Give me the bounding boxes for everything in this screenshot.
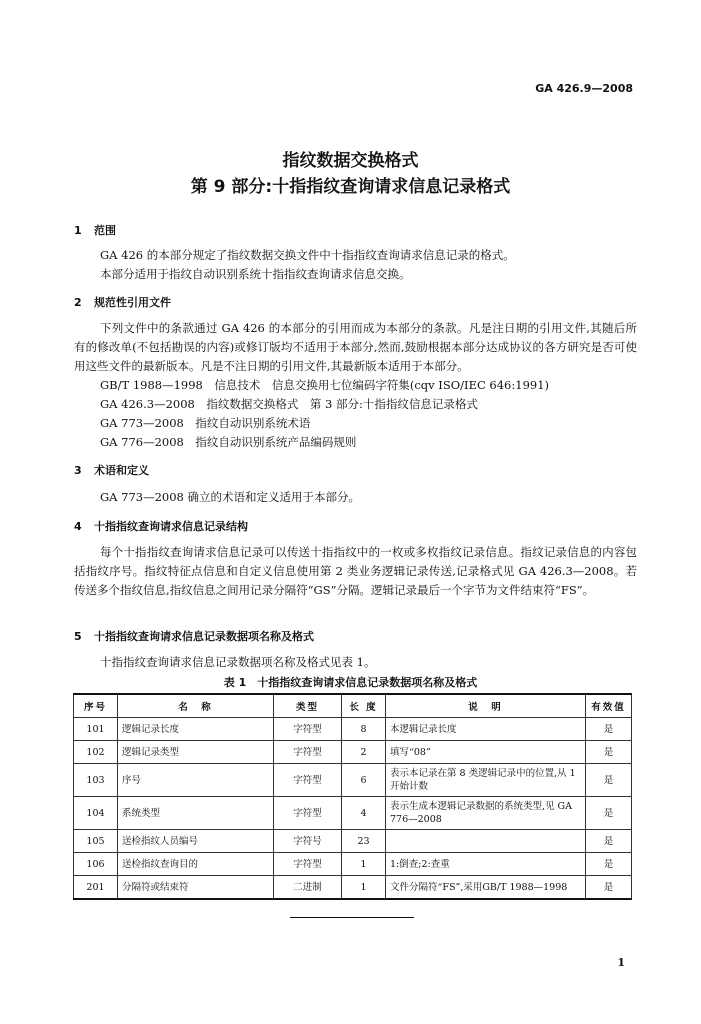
table-cell: 二进制: [274, 876, 342, 900]
table-cell: 106: [74, 853, 118, 876]
table-cell: 105: [74, 830, 118, 853]
table-cell: 字符型: [274, 741, 342, 764]
table-cell: 分隔符或结束符: [118, 876, 274, 900]
table-cell: 字符号: [274, 830, 342, 853]
table-cell: 101: [74, 718, 118, 741]
table-cell: 2: [342, 741, 386, 764]
table-row: [74, 741, 632, 764]
data-items-table: [73, 693, 632, 900]
table-cell: 6: [342, 764, 386, 797]
table-cell: 1: [342, 876, 386, 900]
column-header: 说 明: [386, 694, 586, 718]
section-3-heading: 3 术语和定义: [74, 464, 149, 477]
table-caption: 表 1 十指指纹查询请求信息记录数据项名称及格式: [223, 676, 478, 689]
table-cell: 系统类型: [118, 797, 274, 830]
table-cell: 是: [586, 764, 632, 797]
footer-divider: [290, 917, 414, 918]
table-header-row: [74, 694, 632, 718]
reference-3: GA 773—2008 指纹自动识别系统术语: [100, 416, 311, 430]
section-5-heading: 5 十指指纹查询请求信息记录数据项名称及格式: [74, 630, 314, 643]
table-cell: 104: [74, 797, 118, 830]
section-5-para: 十指指纹查询请求信息记录数据项名称及格式见表 1。: [100, 655, 376, 669]
section-1-para-1: GA 426 的本部分规定了指纹数据交换文件中十指指纹查询请求信息记录的格式。: [100, 248, 515, 262]
column-header: 长 度: [342, 694, 386, 718]
table-row: [74, 764, 632, 797]
table-cell: 字符型: [274, 853, 342, 876]
table-row: [74, 853, 632, 876]
page-number: 1: [617, 956, 625, 969]
reference-2: GA 426.3—2008 指纹数据交换格式 第 3 部分:十指指纹信息记录格式: [100, 397, 478, 411]
section-2-intro: 下列文件中的条款通过 GA 426 的本部分的引用而成为本部分的条款。凡是注日期的引用文件,其随后所有的修改单(不包括勘误的内容)或修订版均不适用于本部分,然而,鼓励根据本部分达成协议的各方研究是否可使用这些文件的最新版本。凡是不注日期的引用文件,其最新版本适用于本部分。: [74, 321, 637, 373]
table-cell: 表示生成本逻辑记录数据的系统类型,见 GA 776—2008: [386, 797, 586, 830]
table-cell: 8: [342, 718, 386, 741]
column-header: 名 称: [118, 694, 274, 718]
column-header: 序号: [74, 694, 118, 718]
section-1-heading: 1 范围: [74, 224, 116, 237]
table-cell: 序号: [118, 764, 274, 797]
title-line-2: 第 9 部分:十指指纹查询请求信息记录格式: [190, 177, 511, 197]
table-cell: 1: [342, 853, 386, 876]
table-row: [74, 876, 632, 900]
document-code: GA 426.9—2008: [535, 82, 633, 95]
table-cell: 4: [342, 797, 386, 830]
reference-1: GB/T 1988—1998 信息技术 信息交换用七位编码字符集(cqv ISO/IEC 646:1991): [100, 378, 550, 392]
table-cell: 字符型: [274, 797, 342, 830]
table-cell: 文件分隔符“FS”,采用GB/T 1988—1998: [386, 876, 586, 900]
table-cell: 103: [74, 764, 118, 797]
table-row: [74, 718, 632, 741]
section-4-heading: 4 十指指纹查询请求信息记录结构: [74, 520, 248, 533]
table-cell: 字符型: [274, 718, 342, 741]
table-cell: 是: [586, 876, 632, 900]
table-cell: 逻辑记录长度: [118, 718, 274, 741]
section-2-heading: 2 规范性引用文件: [74, 296, 171, 309]
table-cell: 逻辑记录类型: [118, 741, 274, 764]
table-cell: 送检指纹查询目的: [118, 853, 274, 876]
section-1-para-2: 本部分适用于指纹自动识别系统十指指纹查询请求信息交换。: [100, 267, 411, 281]
section-4-para: 每个十指指纹查询请求信息记录可以传送十指指纹中的一枚或多枚指纹记录信息。指纹记录信息的内容包括指纹序号。指纹特征点信息和自定义信息使用第 2 类业务逻辑记录传送,记录格式见 GA 426.3—2008。若传送多个指纹信息,指纹信息之间用记录分隔符“GS”分隔。逻辑记录最后一个字节为文件结束符“FS”。: [74, 545, 637, 597]
column-header: 有效值: [586, 694, 632, 718]
table-cell: 本逻辑记录长度: [386, 718, 586, 741]
table-cell: 是: [586, 718, 632, 741]
table-cell: 23: [342, 830, 386, 853]
table-cell: [386, 830, 586, 853]
table-cell: 1:倒查;2:查重: [386, 853, 586, 876]
reference-4: GA 776—2008 指纹自动识别系统产品编码规则: [100, 435, 357, 449]
table-cell: 表示本记录在第 8 类逻辑记录中的位置,从 1 开始计数: [386, 764, 586, 797]
table-cell: 102: [74, 741, 118, 764]
table-cell: 送检指纹人员编号: [118, 830, 274, 853]
table-cell: 字符型: [274, 764, 342, 797]
table-cell: 是: [586, 741, 632, 764]
section-3-para: GA 773—2008 确立的术语和定义适用于本部分。: [100, 490, 361, 504]
table-cell: 填写“08”: [386, 741, 586, 764]
table-cell: 是: [586, 797, 632, 830]
title-line-1: 指纹数据交换格式: [282, 151, 419, 171]
table-cell: 是: [586, 830, 632, 853]
table-row: [74, 830, 632, 853]
table-cell: 201: [74, 876, 118, 900]
column-header: 类型: [274, 694, 342, 718]
table-row: [74, 797, 632, 830]
table-cell: 是: [586, 853, 632, 876]
